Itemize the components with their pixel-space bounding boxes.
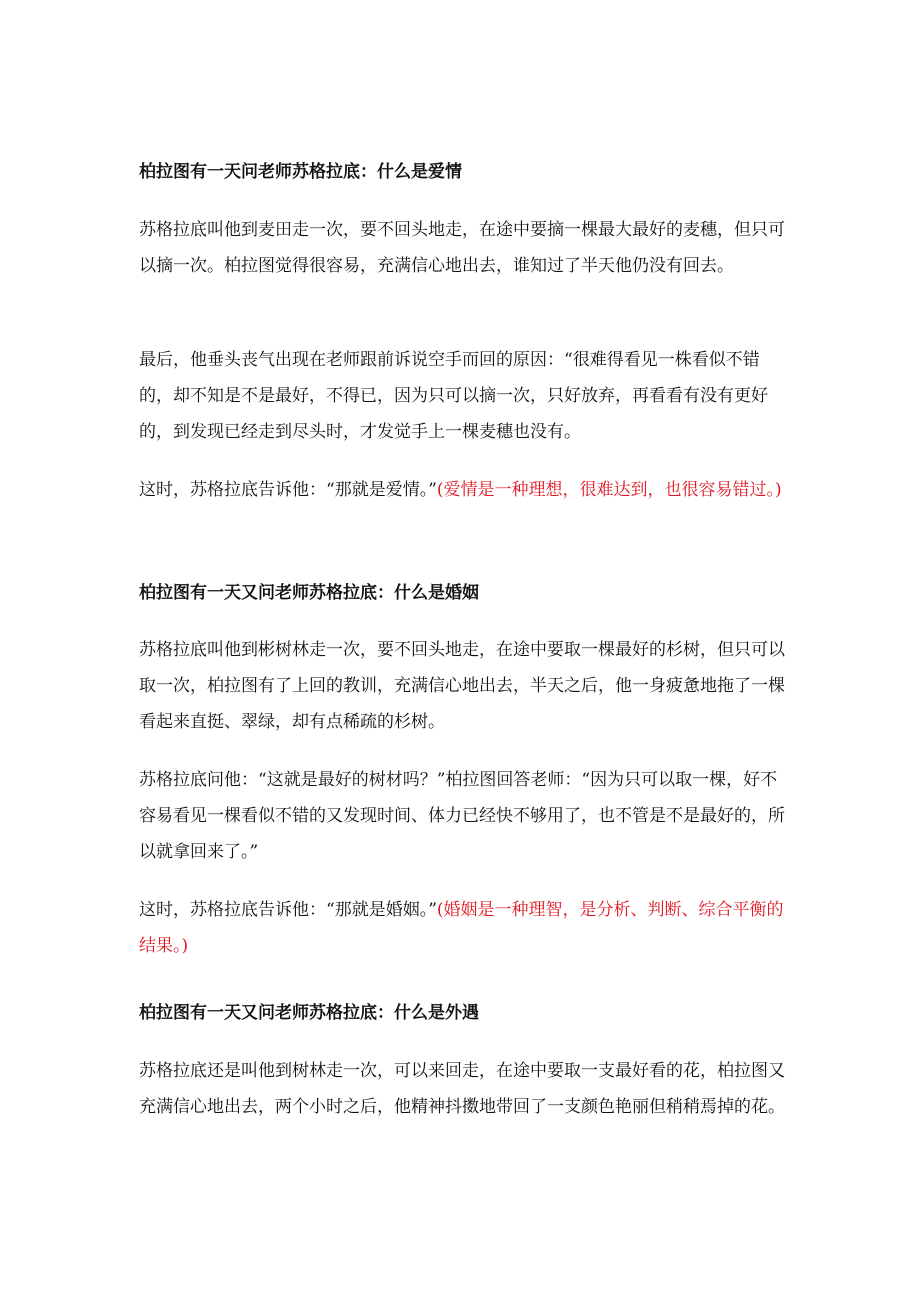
paragraph-text: 这时，苏格拉底告诉他：“那就是爱情。” [139, 480, 437, 500]
paragraph-text: 这时，苏格拉底告诉他：“那就是婚姻。” [139, 900, 437, 920]
paragraph: 最后，他垂头丧气出现在老师跟前诉说空手而回的原因：“很难得看见一株看似不错的，却不知是不是最好，不得已，因为只可以摘一次，只好放弃，再看看有没有更好的，到发现已经走到尽头时，才发觉手上一棵麦穗也没有。 [139, 350, 768, 442]
section-title-love: 柏拉图有一天问老师苏格拉底：什么是爱情 [139, 162, 462, 182]
note-text: (爱情是一种理想，很难达到，也很容易错过。) [436, 480, 782, 500]
paragraph-with-note [139, 892, 787, 964]
paragraph: 苏格拉底叫他到彬树林走一次，要不回头地走，在途中要取一棵最好的杉树，但只可以取一次，柏拉图有了上回的教训，充满信心地出去，半天之后，他一身疲惫地拖了一棵看起来直挺、翠绿，却有点稀疏的杉树。 [139, 640, 785, 732]
section-title-affair: 柏拉图有一天又问老师苏格拉底：什么是外遇 [139, 1003, 479, 1023]
paragraph: 苏格拉底还是叫他到树林走一次，可以来回走，在途中要取一支最好看的花，柏拉图又充满信心地出去，两个小时之后，他精神抖擞地带回了一支颜色艳丽但稍稍焉掉的花。 [139, 1061, 785, 1117]
paragraph: 苏格拉底叫他到麦田走一次，要不回头地走，在途中要摘一棵最大最好的麦穗，但只可以摘一次。柏拉图觉得很容易，充满信心地出去，谁知过了半天他仍没有回去。 [139, 220, 785, 276]
note-text: (婚姻是一种理智，是分析、判断、综合平衡的结果。) [139, 900, 784, 956]
paragraph: 苏格拉底问他：“这就是最好的树材吗？”柏拉图回答老师：“因为只可以取一棵，好不容易看见一棵看似不错的又发现时间、体力已经快不够用了，也不管是不是最好的，所以就拿回来了。” [139, 770, 785, 862]
section-title-marriage: 柏拉图有一天又问老师苏格拉底：什么是婚姻 [139, 583, 479, 603]
paragraph-with-note [139, 472, 787, 508]
